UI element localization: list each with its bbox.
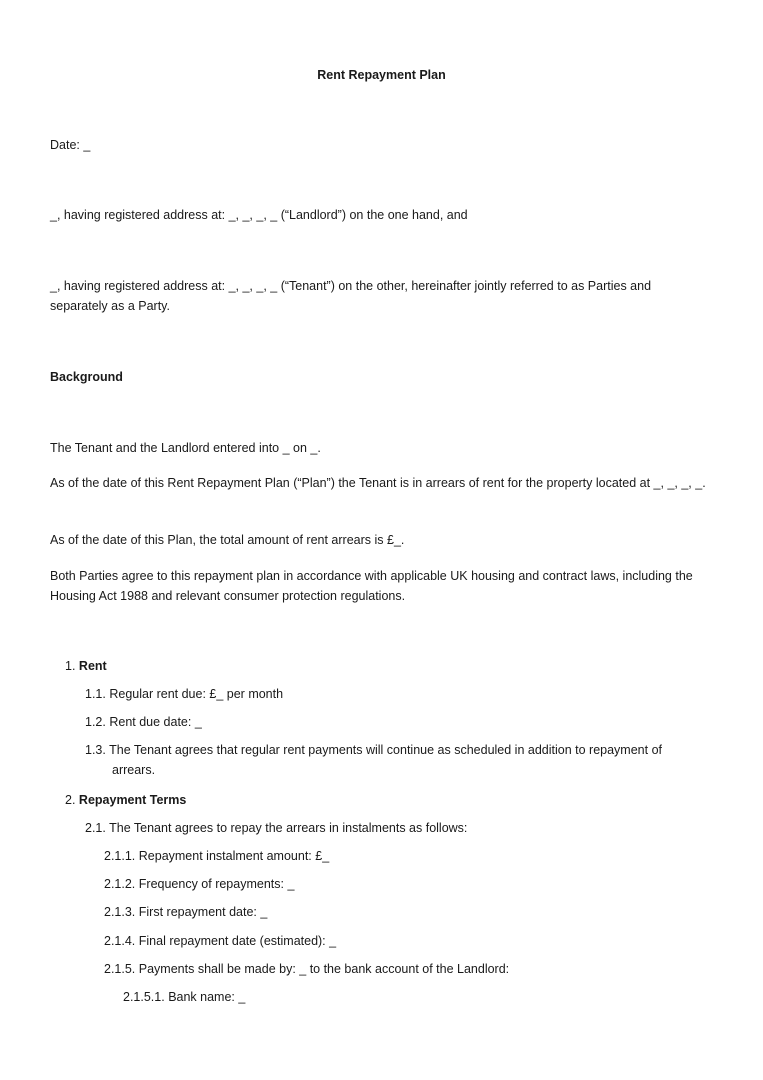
landlord-party-line: _, having registered address at: _, _, _, _ (“Landlord”) on the one hand, and (50, 208, 468, 222)
section-title: Rent (78, 659, 107, 673)
list-item (85, 818, 467, 838)
item-text: First repayment date: _ (138, 905, 268, 919)
item-text: Bank name: _ (168, 990, 246, 1004)
list-item (104, 931, 336, 951)
item-text: Frequency of repayments: _ (138, 877, 295, 891)
section-number: 2. (65, 793, 76, 807)
list-item (85, 684, 283, 704)
item-text: Regular rent due: £_ per month (109, 687, 284, 701)
section-title: Repayment Terms (78, 793, 187, 807)
list-item (85, 740, 665, 780)
item-number: 1.2. (85, 715, 106, 729)
item-number: 2.1.3. (104, 905, 136, 919)
background-paragraph: Both Parties agree to this repayment plan in accordance with applicable UK housing and contract laws, including the Housing Act 1988 and relevant consumer protection regulations. (50, 569, 693, 603)
item-text: Repayment instalment amount: £_ (138, 849, 330, 863)
list-item (104, 902, 267, 922)
section-heading (65, 656, 107, 676)
list-item (104, 846, 329, 866)
list-item (104, 874, 294, 894)
item-number: 2.1.2. (104, 877, 136, 891)
item-line (85, 740, 665, 780)
background-paragraph: As of the date of this Rent Repayment Plan (“Plan”) the Tenant is in arrears of rent for the property located at _, _, _, _. (50, 476, 706, 490)
item-text: Final repayment date (estimated): _ (138, 934, 337, 948)
item-number: 1.1. (85, 687, 106, 701)
list-item (85, 712, 202, 732)
list-item (104, 959, 509, 979)
item-text: The Tenant agrees that regular rent payments will continue as scheduled in addition to repayment of arrears. (109, 743, 662, 777)
date-line: Date: _ (50, 138, 91, 152)
item-number: 2.1.1. (104, 849, 136, 863)
background-heading: Background (50, 370, 123, 384)
section-number: 1. (65, 659, 76, 673)
item-text: Payments shall be made by: _ to the bank account of the Landlord: (138, 962, 510, 976)
item-number: 2.1.4. (104, 934, 136, 948)
item-number: 2.1.5.1. (123, 990, 165, 1004)
section-heading (65, 790, 186, 810)
item-text: The Tenant agrees to repay the arrears in instalments as follows: (109, 821, 468, 835)
tenant-party-line: _, having registered address at: _, _, _, _ (“Tenant”) on the other, hereinafter jointly referred to as Parties and separately as a Party. (50, 279, 652, 313)
item-text: Rent due date: _ (109, 715, 202, 729)
background-paragraph: The Tenant and the Landlord entered into _ on _. (50, 441, 321, 455)
list-item (123, 987, 245, 1007)
item-number: 2.1. (85, 821, 106, 835)
item-number: 1.3. (85, 743, 106, 757)
item-number: 2.1.5. (104, 962, 136, 976)
document-title: Rent Repayment Plan (317, 68, 446, 82)
background-paragraph: As of the date of this Plan, the total amount of rent arrears is £_. (50, 533, 405, 547)
